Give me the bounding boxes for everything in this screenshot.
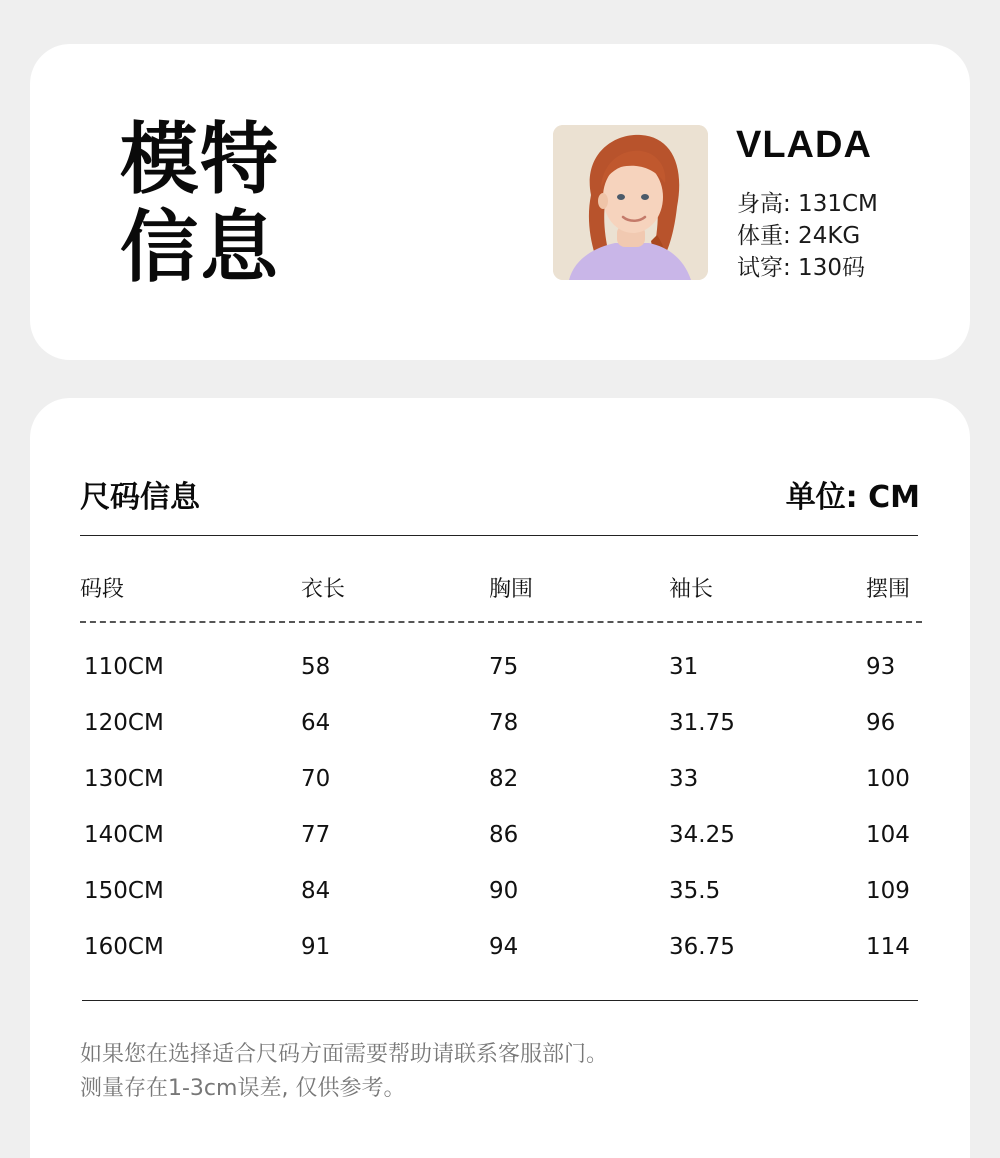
table-cell: 114 [866, 934, 910, 960]
col-header-length: 衣长 [301, 577, 346, 602]
model-title-line2: 信息 [120, 203, 281, 293]
header-dashed-divider [80, 621, 922, 623]
model-stats [737, 188, 878, 284]
model-title-line1: 模特 [120, 115, 281, 205]
table-cell: 75 [489, 654, 519, 680]
col-header-sleeve: 袖长 [669, 577, 714, 602]
model-photo [553, 125, 708, 280]
table-cell: 110CM [84, 654, 164, 680]
col-header-size: 码段 [80, 577, 125, 602]
table-cell: 82 [489, 766, 519, 792]
model-fit-size: 试穿: 130码 [737, 255, 865, 281]
model-name: VLADA [736, 124, 872, 166]
col-header-hem: 摆围 [866, 577, 911, 602]
table-cell: 96 [866, 710, 896, 736]
model-info-title [120, 116, 280, 292]
table-cell: 70 [301, 766, 331, 792]
size-info-title: 尺码信息 [80, 480, 200, 515]
table-bottom-divider [82, 1000, 918, 1001]
table-cell: 140CM [84, 822, 164, 848]
unit-label: 单位: CM [785, 480, 920, 515]
table-cell: 94 [489, 934, 519, 960]
table-cell: 33 [669, 766, 699, 792]
table-cell: 34.25 [669, 822, 735, 848]
table-cell: 78 [489, 710, 519, 736]
header-top-divider [80, 535, 918, 536]
table-cell: 130CM [84, 766, 164, 792]
model-height: 身高: 131CM [737, 191, 878, 217]
table-cell: 150CM [84, 878, 164, 904]
table-cell: 109 [866, 878, 910, 904]
model-portrait-image [553, 125, 708, 280]
table-cell: 31 [669, 654, 699, 680]
model-weight: 体重: 24KG [737, 223, 861, 249]
model-info-card [30, 44, 970, 360]
table-cell: 100 [866, 766, 910, 792]
size-note [80, 1038, 608, 1106]
table-cell: 64 [301, 710, 331, 736]
table-cell: 93 [866, 654, 896, 680]
table-cell: 77 [301, 822, 331, 848]
table-cell: 104 [866, 822, 910, 848]
size-note-line2: 测量存在1-3cm误差, 仅供参考。 [80, 1076, 406, 1101]
table-cell: 31.75 [669, 710, 735, 736]
table-cell: 160CM [84, 934, 164, 960]
table-cell: 36.75 [669, 934, 735, 960]
size-info-card [30, 398, 970, 1158]
table-cell: 84 [301, 878, 331, 904]
table-cell: 91 [301, 934, 331, 960]
col-header-chest: 胸围 [489, 577, 534, 602]
size-note-line1: 如果您在选择适合尺码方面需要帮助请联系客服部门。 [80, 1042, 609, 1067]
table-cell: 35.5 [669, 878, 721, 904]
table-cell: 58 [301, 654, 331, 680]
table-cell: 90 [489, 878, 519, 904]
table-cell: 86 [489, 822, 519, 848]
table-cell: 120CM [84, 710, 164, 736]
